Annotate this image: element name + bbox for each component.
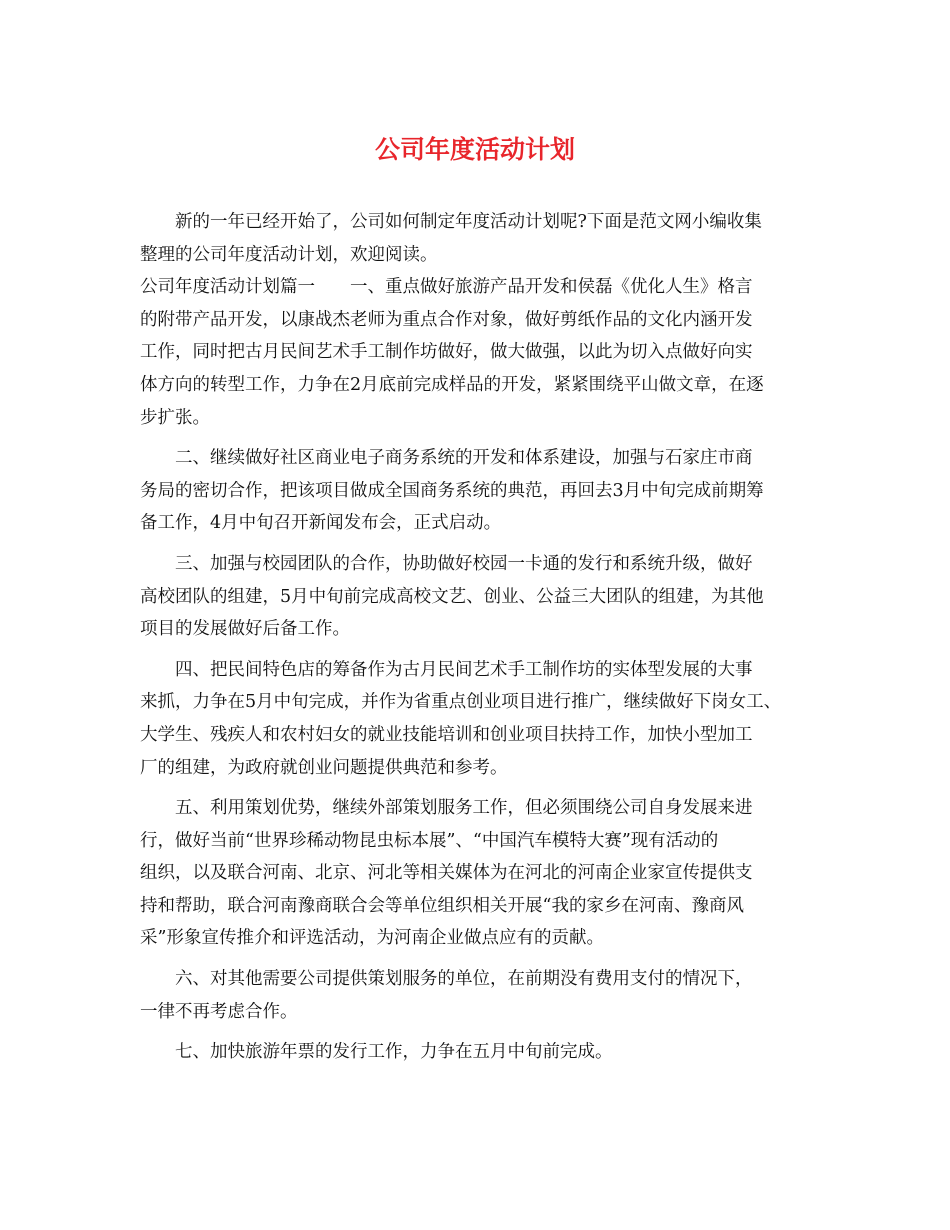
text-line: 二、继续做好社区商业电子商务系统的开发和体系建设，加强与石家庄市商 (175, 448, 753, 469)
text-line: 体方向的转型工作，力争在2月底前完成样品的开发，紧紧围绕平山做文章，在逐 (140, 374, 764, 395)
text-line: 组织，以及联合河南、北京、河北等相关媒体为在河北的河南企业家宣传提供支 (140, 863, 753, 884)
text-line: 项目的发展做好后备工作。 (140, 619, 350, 640)
text-line: 新的一年已经开始了，公司如何制定年度活动计划呢?下面是范文网小编收集 (175, 212, 762, 232)
text-line: 工作，同时把古月民间艺术手工制作坊做好，做大做强，以此为切入点做好向实 (140, 342, 753, 363)
text-line: 大学生、残疾人和农村妇女的就业技能培训和创业项目扶持工作，加快小型加工 (140, 724, 753, 745)
text-line: 的附带产品开发，以康战杰老师为重点合作对象，做好剪纸作品的文化内涵开发 (140, 309, 753, 330)
text-line: 整理的公司年度活动计划，欢迎阅读。 (140, 244, 438, 265)
text-line: 行，做好当前“世界珍稀动物昆虫标本展”、“中国汽车模特大赛”现有活动的 (140, 830, 719, 851)
text-line: 高校团队的组建，5月中旬前完成高校文艺、创业、公益三大团队的组建，为其他 (140, 586, 764, 607)
text-line: 厂的组建，为政府就创业问题提供典范和参考。 (140, 757, 508, 778)
text-line: 公司年度活动计划篇一 一、重点做好旅游产品开发和侯磊《优化人生》格言 (140, 277, 753, 298)
text-line: 持和帮助，联合河南豫商联合会等单位组织相关开展“我的家乡在河南、豫商风 (140, 895, 744, 916)
text-line: 七、加快旅游年票的发行工作，力争在五月中旬前完成。 (175, 1042, 613, 1063)
text-line: 备工作，4月中旬召开新闻发布会，正式启动。 (140, 513, 502, 534)
text-line: 四、把民间特色店的筹备作为古月民间艺术手工制作坊的实体型发展的大事 (175, 659, 753, 680)
text-line: 务局的密切合作，把该项目做成全国商务系统的典范，再回去3月中旬完成前期筹 (140, 480, 764, 501)
text-line: 五、利用策划优势，继续外部策划服务工作，但必须围绕公司自身发展来进 (175, 798, 753, 819)
text-line: 六、对其他需要公司提供策划服务的单位，在前期没有费用支付的情况下， (175, 969, 753, 990)
text-line: 步扩张。 (140, 407, 210, 428)
text-line: 采”形象宣传推介和评选活动，为河南企业做点应有的贡献。 (140, 928, 604, 949)
page-title: 公司年度活动计划 (374, 135, 575, 164)
text-line: 来抓，力争在5月中旬完成，并作为省重点创业项目进行推广，继续做好下岗女工、 (140, 692, 782, 713)
document-body (140, 206, 820, 1069)
text-line: 一律不再考虑合作。 (140, 1001, 298, 1022)
text-line: 三、加强与校园团队的合作，协助做好校园一卡通的发行和系统升级，做好 (175, 553, 753, 574)
